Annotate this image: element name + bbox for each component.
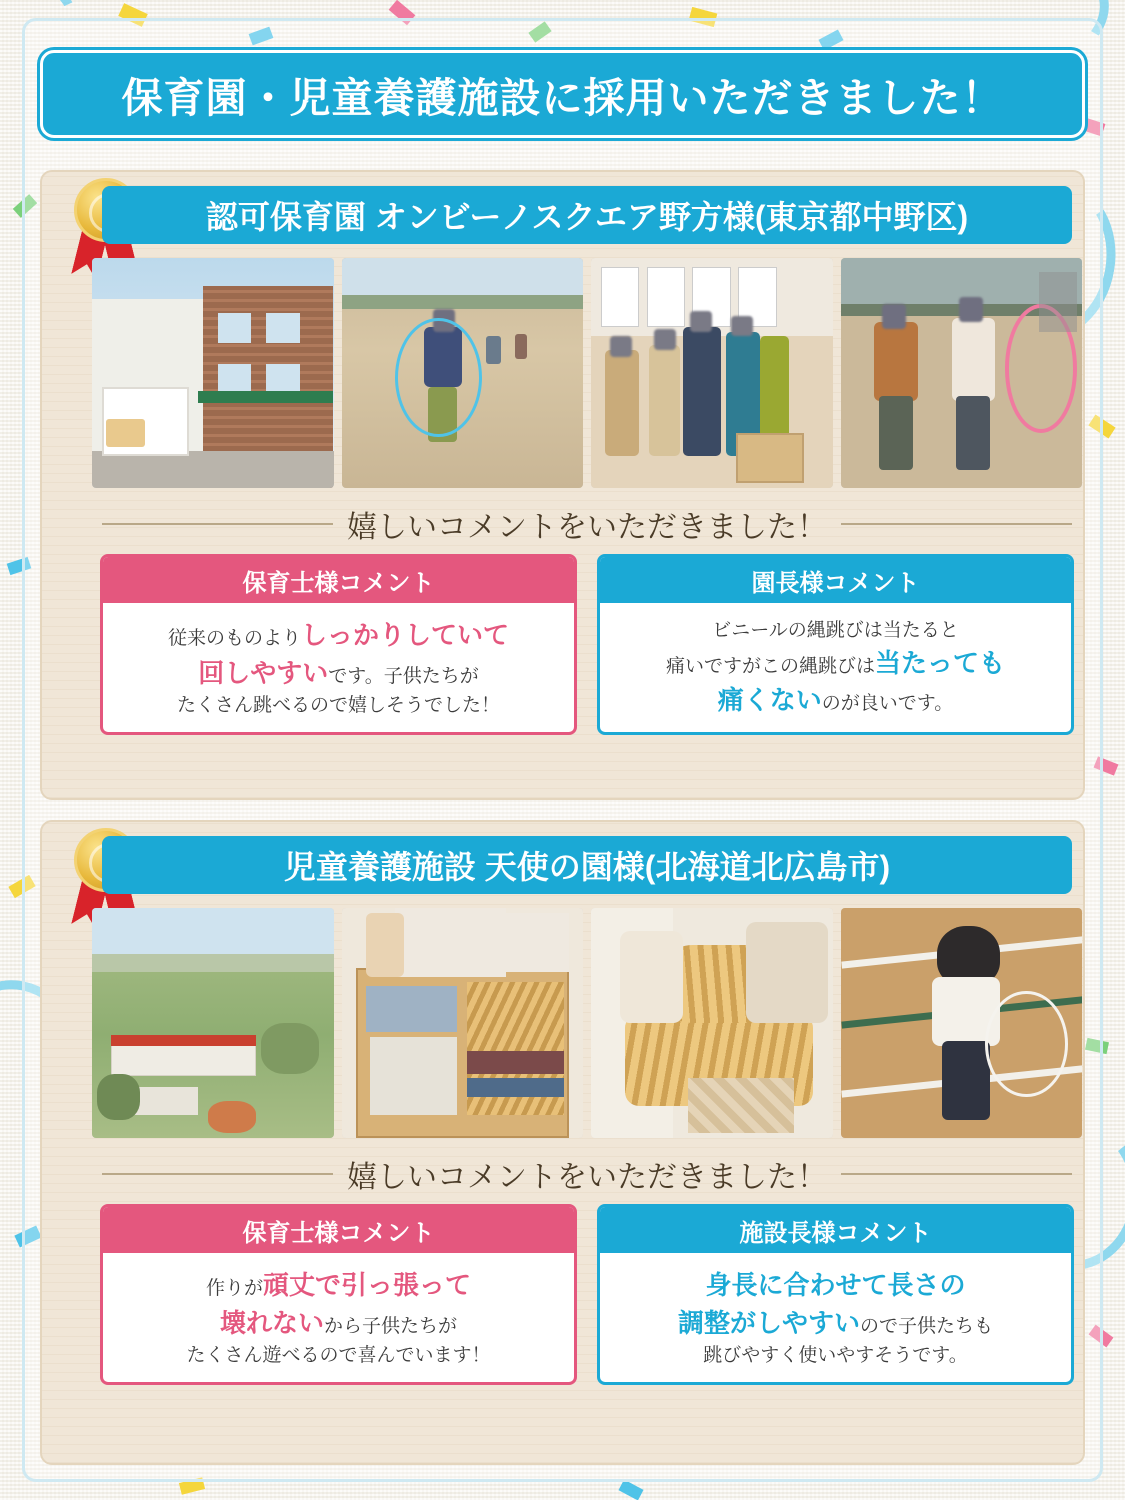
comment-card-director-body (600, 1253, 1071, 1382)
section-2-photo-strip (92, 908, 1082, 1138)
comment-text: たくさん跳べるので嬉しそうでした！ (176, 695, 500, 717)
comment-text-emphasis: 調整がしやすい (677, 1307, 860, 1338)
page-title-text: 保育園・児童養護施設に採用いただきました！ (121, 74, 1004, 121)
section-2-divider-text: 嬉しいコメントをいただきました！ (347, 1161, 827, 1194)
photo-children-with-pink-rope (841, 258, 1083, 488)
page-title (40, 50, 1085, 138)
comment-text: ビニールの縄跳びは当たると (712, 620, 959, 641)
comment-card-teacher-body (103, 1253, 574, 1382)
comment-card-principal (597, 554, 1074, 735)
section-1-header-text: 認可保育園 オンビーノスクエア野方様(東京都中野区) (205, 199, 969, 235)
comment-card-director-heading: 施設長様コメント (600, 1207, 1071, 1253)
photo-children-receiving-ropes (591, 258, 833, 488)
section-2-comments (100, 1204, 1074, 1385)
section-1-header (102, 186, 1072, 244)
comment-card-director (597, 1204, 1074, 1385)
comment-card-teacher-body (103, 603, 574, 732)
comment-card-teacher (100, 1204, 577, 1385)
comment-text: です。子供たちが (328, 665, 479, 687)
photo-girl-jumping-rope-gym (841, 908, 1083, 1138)
comment-text-emphasis: しっかりしていて (301, 620, 510, 650)
section-1-divider (102, 502, 1072, 546)
section-2-header (102, 836, 1072, 894)
comment-text-emphasis: 身長に合わせて長さの (705, 1270, 966, 1300)
comment-text-emphasis: 回しやすい (198, 657, 329, 688)
section-2-divider (102, 1152, 1072, 1196)
comment-text: ので子供たちも (860, 1315, 994, 1337)
testimonial-section-1 (40, 170, 1085, 800)
testimonial-section-2 (40, 820, 1085, 1465)
comment-text-emphasis: 痛くない (717, 685, 822, 716)
photo-unboxing-ropes (342, 908, 584, 1138)
comment-text-emphasis: 頑丈で引っ張って (263, 1270, 472, 1300)
comment-text-emphasis: 壊れない (219, 1307, 324, 1338)
comment-text: 痛いですがこの縄跳びは (665, 655, 875, 677)
comment-text: 従来のものより (167, 628, 301, 649)
comment-text: から子供たちが (324, 1315, 458, 1337)
comment-card-teacher (100, 554, 577, 735)
section-2-header-text: 児童養護施設 天使の園様(北海道北広島市) (283, 849, 891, 885)
photo-facility-aerial-view (92, 908, 334, 1138)
comment-card-principal-heading: 園長様コメント (600, 557, 1071, 603)
section-1-divider-text: 嬉しいコメントをいただきました！ (347, 511, 827, 544)
comment-text: のが良いです。 (821, 693, 954, 715)
comment-text-emphasis: 当たっても (875, 647, 1006, 678)
comment-card-teacher-heading: 保育士様コメント (103, 1207, 574, 1253)
section-1-photo-strip (92, 258, 1082, 488)
photo-child-jumping-rope-outdoor (342, 258, 584, 488)
section-1-comments (100, 554, 1074, 735)
comment-card-principal-body (600, 603, 1071, 732)
comment-text: 作りが (205, 1278, 263, 1299)
comment-text: 跳びやすく使いやすそうです。 (703, 1345, 968, 1367)
photo-holding-ropes (591, 908, 833, 1138)
photo-nursery-building (92, 258, 334, 488)
comment-card-teacher-heading: 保育士様コメント (103, 557, 574, 603)
comment-text: たくさん遊べるので喜んでいます！ (186, 1345, 491, 1367)
